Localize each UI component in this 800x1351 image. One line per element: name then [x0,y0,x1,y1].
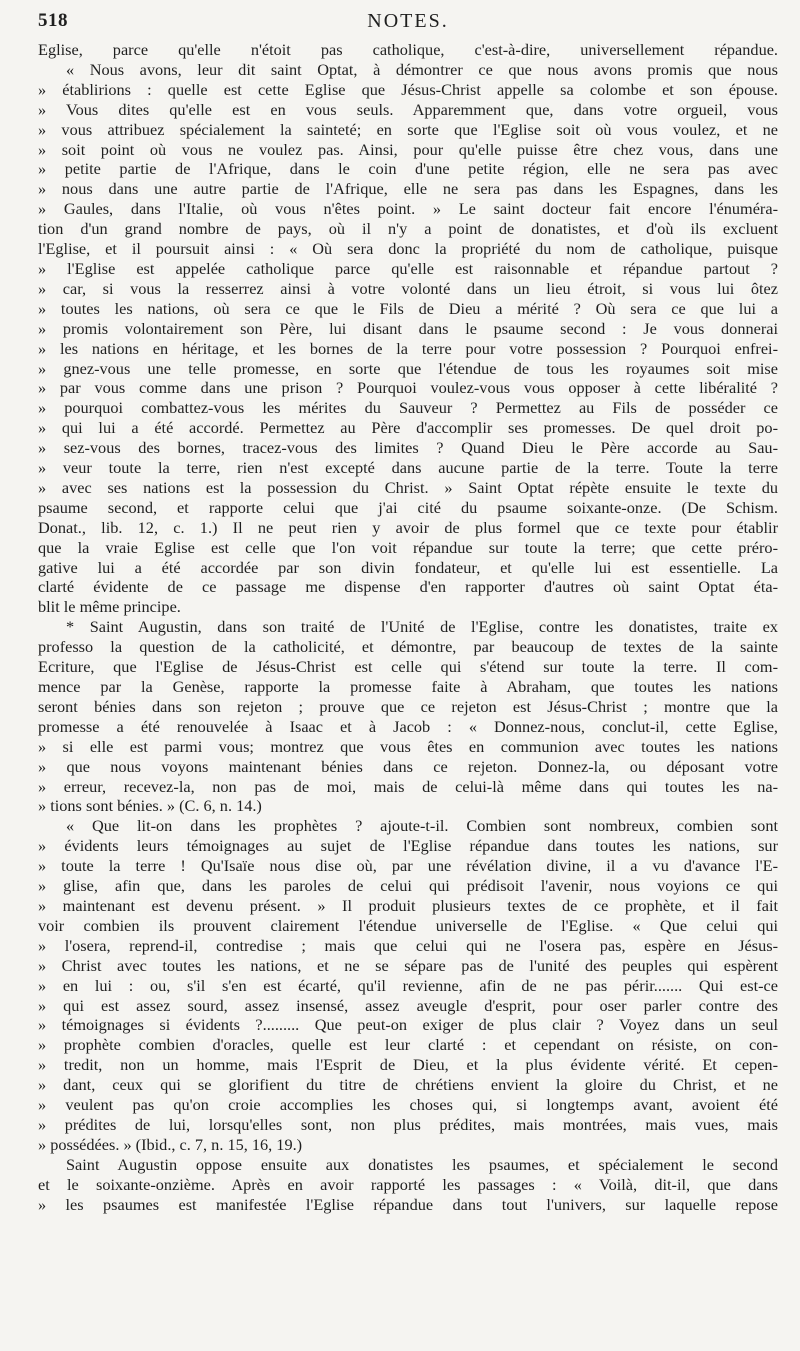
text-line: » toutes les nations, où sera ce que le Fils de Dieu a mérité ? Où sera ce que lui a [38,298,778,318]
text-line: » l'osera, reprend-il, contredise ; mais que celui qui ne l'osera pas, espère en Jésus- [38,935,778,955]
text-line: » les nations en héritage, et les bornes de la terre pour votre possession ? Pourquoi enfrei- [38,338,778,358]
text-line: » évidents leurs témoignages au sujet de l'Eglise répandue dans toutes les nations, sur [38,836,778,856]
text-line: » si elle est parmi vous; montrez que vous êtes en communion avec toutes les nations [38,736,778,756]
text-line: » l'Eglise est appelée catholique parce qu'elle est raisonnable et répandue partout ? [38,258,778,278]
text-line: » avec ses nations est la possession du Christ. » Saint Optat répète ensuite le texte du [38,477,778,497]
text-line: » que nous voyons maintenant bénies dans ce rejeton. Donnez-la, ou déposant votre [38,756,778,776]
text-line: psaume second, et rapporte celui que j'ai cité du psaume soixante-onze. (De Schism. [38,497,778,517]
text-line: » maintenant est devenu présent. » Il produit plusieurs textes de ce prophète, et il fait [38,895,778,915]
text-line: » gnez-vous une telle promesse, en sorte que l'étendue de tous les royaumes soit mise [38,358,778,378]
text-line: » prophète combien d'oracles, quelle est leur clarté : et cependant on résiste, on con- [38,1035,778,1055]
text-line: » tredit, non un homme, mais l'Esprit de Dieu, et la plus évidente vérité. Et cepen- [38,1055,778,1075]
text-line: » dant, ceux qui se glorifient du titre de chrétiens envient la gloire du Christ, et ne [38,1075,778,1095]
text-line: tion d'un grand nombre de pays, où il n'y a point de donatistes, et d'où ils excluent [38,219,778,239]
text-line: » petite partie de l'Afrique, dans le coin d'une petite région, elle ne sera pas avec [38,159,778,179]
text-line: » glise, afin que, dans les paroles de celui qui prédisoit l'avenir, nous voyions ce qui [38,876,778,896]
text-line: » tions sont bénies. » (C. 6, n. 14.) [38,796,262,816]
text-line: » promis volontairement son Père, lui disant dans le psaume second : Je vous donnerai [38,318,778,338]
text-line: Ecriture, que l'Eglise de Jésus-Christ est celle qui s'étend sur toute la terre. Il com- [38,657,778,677]
text-line: » établirions : quelle est cette Eglise que Jésus-Christ appelle sa colombe et son épouse. [38,79,778,99]
text-line: » Vous dites qu'elle est en vous seuls. Apparemment que, dans votre orgueil, vous [38,99,778,119]
text-line: Donat., lib. 12, c. 1.) Il ne peut rien y avoir de plus formel que ce texte pour établir [38,517,778,537]
text-line: gative lui a été accordée par son divin fondateur, et qu'elle lui est essentielle. La [38,557,778,577]
text-line: et le soixante-onzième. Après en avoir rapporté les passages : « Voilà, dit-il, que dans [38,1174,778,1194]
text-line: que la vraie Eglise est celle que l'on voit répandue sur toute la terre; que cette préro- [38,537,778,557]
text-line: » possédées. » (Ibid., c. 7, n. 15, 16, 19.) [38,1134,303,1154]
text-line: » veur toute la terre, rien n'est excepté dans aucune partie de la terre. Toute la terre [38,458,778,478]
text-line: voir combien ils prouvent clairement l'étendue universelle de l'Eglise. « Que celui qui [38,915,778,935]
text-line: » qui lui a été accordé. Permettez au Père d'accomplir ses promesses. De quel droit po- [38,418,778,438]
text-line: » par vous comme dans une prison ? Pourquoi voulez-vous vous opposer à cette libéralité ? [38,378,778,398]
text-line: » vous attribuez spécialement la sainteté; en sorte que l'Eglise soit où vous voulez, et ne [38,119,778,139]
text-line: Saint Augustin oppose ensuite aux donatistes les psaumes, et spécialement le second [66,1154,778,1174]
running-title: NOTES. [367,10,449,32]
text-line: » Gaules, dans l'Italie, où vous n'êtes point. » Le saint docteur fait encore l'énuméra- [38,199,778,219]
text-line: Eglise, parce qu'elle n'étoit pas catholique, c'est-à-dire, universellement répandue. [38,40,778,59]
text-line: » soit point où vous ne voulez pas. Ainsi, pour qu'elle puisse être chez vous, dans une [38,139,778,159]
text-line: « Nous avons, leur dit saint Optat, à démontrer ce que nous avons promis que nous [66,59,778,79]
text-line: * Saint Augustin, dans son traité de l'Unité de l'Eglise, contre les donatistes, traite ex [66,617,778,637]
text-line: » les psaumes est manifestée l'Eglise répandue dans tout l'univers, sur laquelle repose [38,1194,778,1214]
page-number: 518 [38,10,68,31]
text-line: » sez-vous des bornes, tracez-vous des limites ? Quand Dieu le Père accorde au Sau- [38,438,778,458]
text-line: » pourquoi combattez-vous les mérites du Sauveur ? Permettez au Fils de posséder ce [38,398,778,418]
text-line: » veulent pas qu'on croie accomplies les choses qui, si longtemps avant, avoient été [38,1095,778,1115]
text-line: « Que lit-on dans les prophètes ? ajoute-t-il. Combien sont nombreux, combien sont [66,816,778,836]
text-line: blit le même principe. [38,597,181,617]
notes-body-text [38,40,778,1214]
text-line: seront bénies dans son rejeton ; prouve que ce rejeton est Jésus-Christ ; montre que la [38,696,778,716]
text-line: » témoignages si évidents ?......... Que peut-on exiger de plus clair ? Voyez dans un seul [38,1015,778,1035]
text-line: » qui est assez sourd, assez insensé, assez aveugle d'esprit, pour oser parler contre des [38,995,778,1015]
text-line: » car, si vous la resserrez ainsi à votre volonté dans un lieu étroit, si vous lui ôtez [38,278,778,298]
text-line: » nous dans une autre partie de l'Afrique, elle ne sera pas dans les Espagnes, dans les [38,179,778,199]
text-line: » en lui : ou, s'il s'en est écarté, qu'il revienne, afin de ne pas périr....... Qui est-ce [38,975,778,995]
text-line: » erreur, recevez-la, non pas de moi, mais de celui-là même dans qui toutes les na- [38,776,778,796]
text-line: clarté évidente de ce passage me dispense d'en rapporter d'autres où saint Optat éta- [38,577,778,597]
text-line: l'Eglise, et il poursuit ainsi : « Où sera donc la propriété du nom de catholique, puisque [38,239,778,259]
text-line: professo la question de la catholicité, et démontre, par beaucoup de textes de la sainte [38,637,778,657]
text-line: » prédites de lui, lorsqu'elles sont, non plus prédites, mais montrées, mais vues, mais [38,1114,778,1134]
text-line: promesse a été renouvelée à Isaac et à Jacob : « Donnez-nous, conclut-il, cette Eglise, [38,716,778,736]
text-line: » Christ avec toutes les nations, et ne se sépare pas de l'unité des peuples qui espèrent [38,955,778,975]
text-line: » toute la terre ! Qu'Isaïe nous dise où, par une révélation divine, il a vu d'avance l'E- [38,856,778,876]
text-line: mence par la Genèse, rapporte la promesse faite à Abraham, que toutes les nations [38,677,778,696]
page-header [38,10,778,36]
